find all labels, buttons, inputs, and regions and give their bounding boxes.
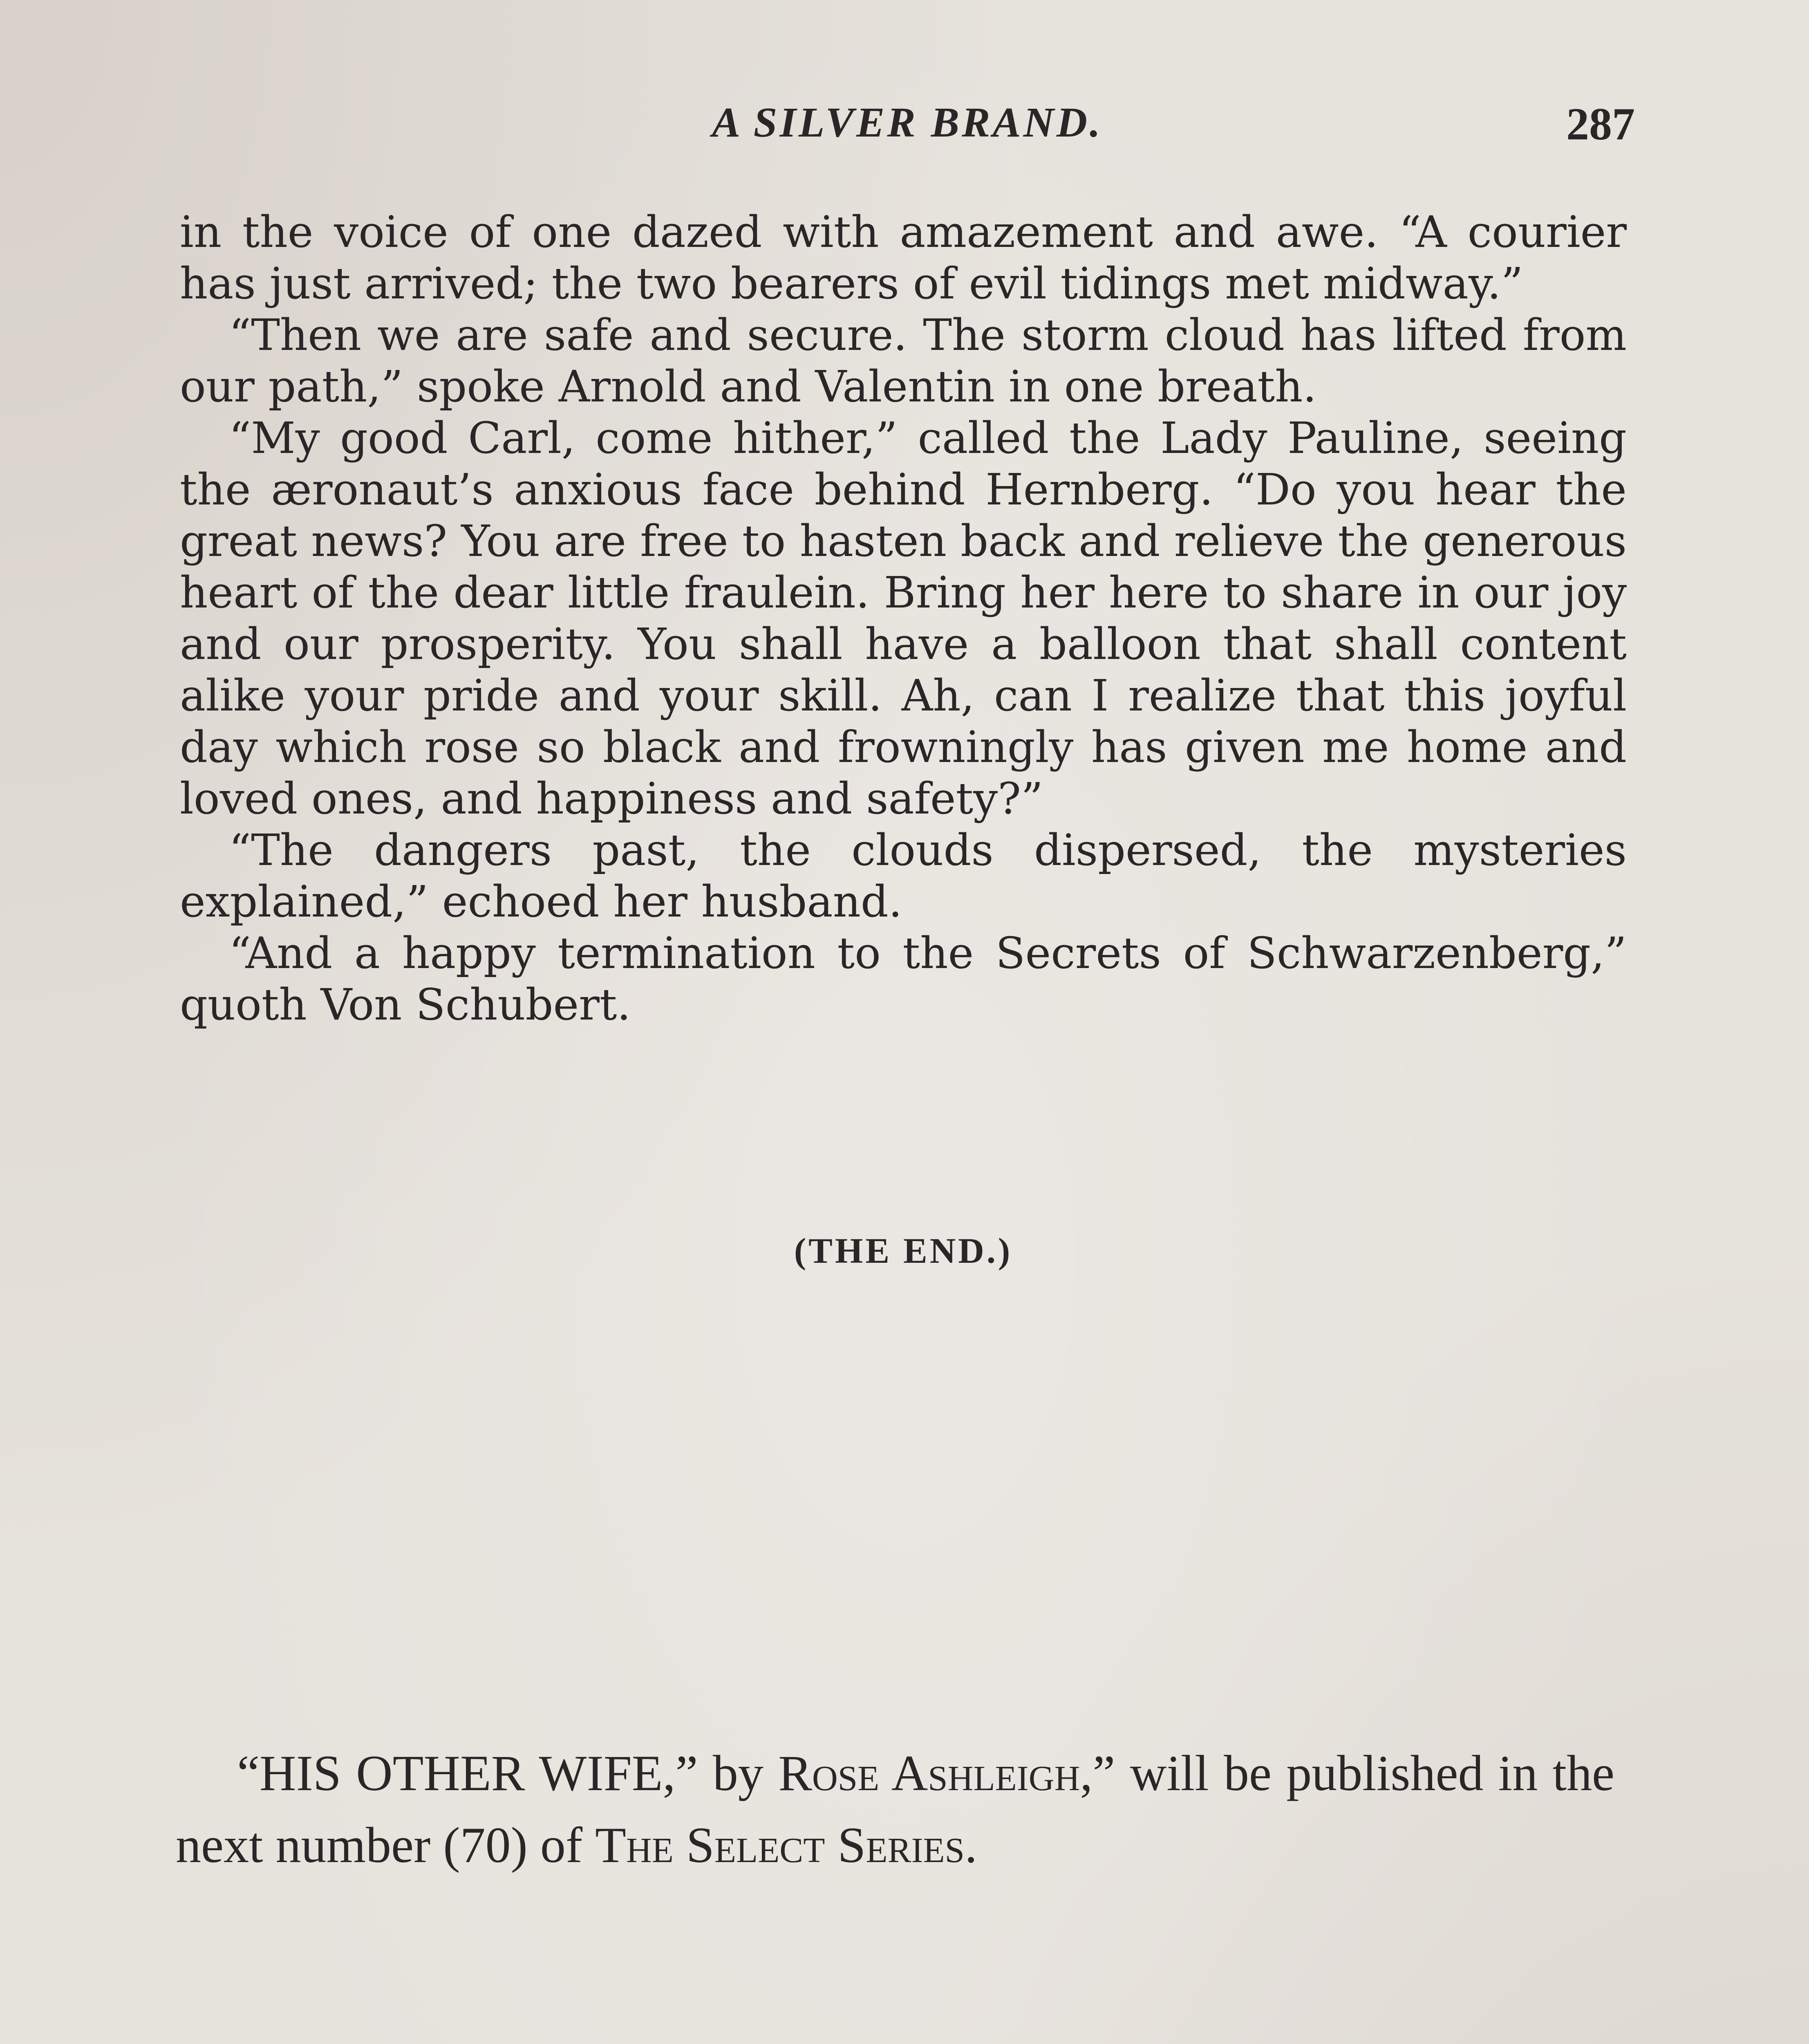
running-head bbox=[180, 98, 1635, 159]
notice-author: Rose Ashleigh,” bbox=[778, 1745, 1115, 1801]
paragraph-4: “The dangers past, the clouds dispersed, the mysteries explained,” echoed her husband. bbox=[180, 825, 1627, 927]
the-end-marker: (THE END.) bbox=[794, 1231, 1013, 1271]
page-number: 287 bbox=[1566, 99, 1635, 150]
paragraph-1: in the voice of one dazed with amazement and awe. “A courier has just arrived; the two bearers of evil tidings met midway.” bbox=[180, 207, 1627, 309]
notice-by: by bbox=[712, 1745, 763, 1801]
next-issue-notice bbox=[176, 1737, 1614, 1881]
notice-title: “HIS OTHER WIFE,” bbox=[237, 1745, 698, 1801]
notice-middle: will be published in the next number (70) of bbox=[176, 1745, 1615, 1873]
body-text bbox=[180, 206, 1627, 1031]
paragraph-3: “My good Carl, come hither,” called the Lady Pauline, seeing the æronaut’s anxious face behind Hernberg. “Do you hear the great news? You are free to hasten back and relieve the generous heart of the dear little fraulein. Bring her here to share in our joy and our prosperity. You shall have a balloon that shall content alike your pride and your skill. Ah, can I realize that this joyful day which rose so black and frowningly has given me home and loved ones, and happiness and safety?” bbox=[180, 413, 1627, 824]
running-title: A SILVER BRAND. bbox=[712, 99, 1103, 146]
paragraph-5: “And a happy termination to the Secrets of Schwarzenberg,” quoth Von Schubert. bbox=[180, 928, 1627, 1030]
paragraph-2: “Then we are safe and secure. The storm cloud has lifted from our path,” spoke Arnold and Valentin in one breath. bbox=[180, 310, 1627, 412]
notice-series: The Select Series. bbox=[595, 1817, 978, 1873]
